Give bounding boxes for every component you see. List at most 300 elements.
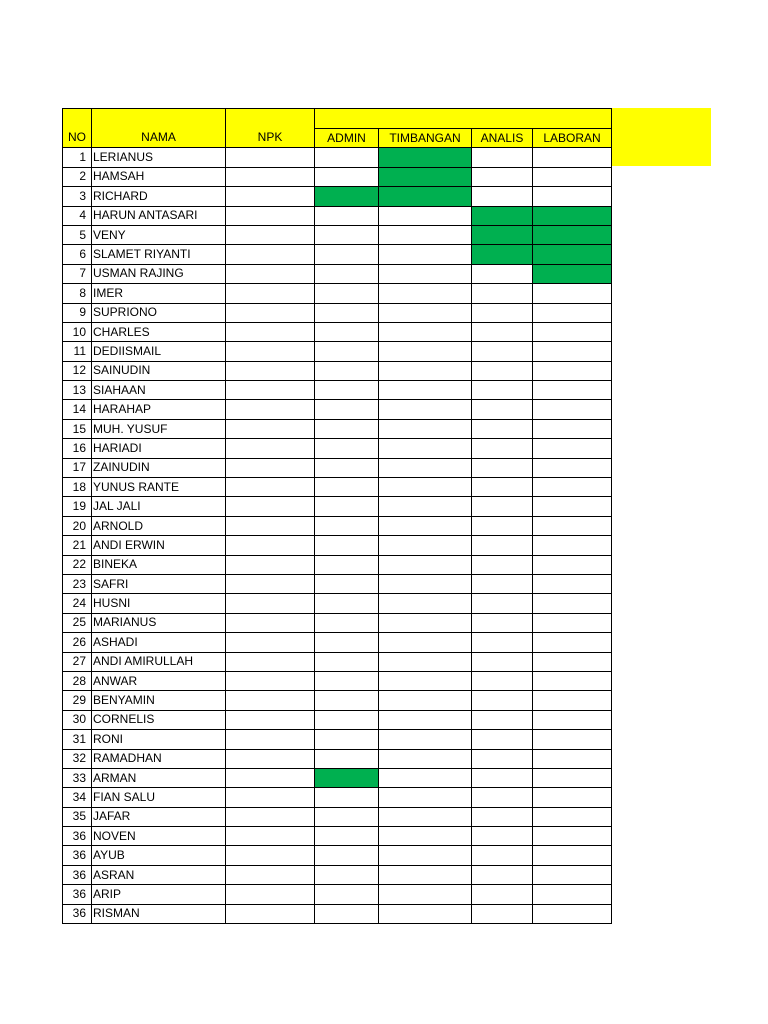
cell-no[interactable]: 20 — [63, 516, 92, 535]
cell-laboran[interactable] — [533, 303, 612, 322]
cell-laboran[interactable] — [533, 691, 612, 710]
cell-nama[interactable]: HARIADI — [92, 439, 226, 458]
cell-npk[interactable] — [226, 749, 315, 768]
cell-no[interactable]: 33 — [63, 768, 92, 787]
cell-no[interactable]: 29 — [63, 691, 92, 710]
cell-nama[interactable]: CORNELIS — [92, 710, 226, 729]
cell-timbangan[interactable] — [379, 400, 472, 419]
cell-nama[interactable]: SAINUDIN — [92, 361, 226, 380]
cell-analis[interactable] — [472, 555, 533, 574]
cell-admin[interactable] — [315, 807, 379, 826]
cell-laboran[interactable] — [533, 361, 612, 380]
cell-npk[interactable] — [226, 671, 315, 690]
cell-npk[interactable] — [226, 865, 315, 884]
cell-laboran[interactable] — [533, 458, 612, 477]
cell-admin[interactable] — [315, 691, 379, 710]
cell-no[interactable]: 36 — [63, 865, 92, 884]
cell-no[interactable]: 11 — [63, 342, 92, 361]
cell-timbangan[interactable] — [379, 555, 472, 574]
cell-npk[interactable] — [226, 574, 315, 593]
cell-analis[interactable] — [472, 788, 533, 807]
cell-npk[interactable] — [226, 148, 315, 167]
cell-nama[interactable]: ASRAN — [92, 865, 226, 884]
cell-admin[interactable] — [315, 904, 379, 923]
cell-laboran[interactable] — [533, 768, 612, 787]
cell-laboran[interactable] — [533, 167, 612, 186]
cell-npk[interactable] — [226, 768, 315, 787]
cell-laboran[interactable] — [533, 342, 612, 361]
cell-analis[interactable] — [472, 400, 533, 419]
cell-laboran[interactable] — [533, 885, 612, 904]
cell-timbangan[interactable] — [379, 187, 472, 206]
cell-nama[interactable]: JAL JALI — [92, 497, 226, 516]
cell-analis[interactable] — [472, 322, 533, 341]
cell-laboran[interactable] — [533, 225, 612, 244]
cell-nama[interactable]: RONI — [92, 730, 226, 749]
cell-admin[interactable] — [315, 788, 379, 807]
cell-analis[interactable] — [472, 904, 533, 923]
cell-nama[interactable]: MARIANUS — [92, 613, 226, 632]
cell-npk[interactable] — [226, 439, 315, 458]
cell-analis[interactable] — [472, 749, 533, 768]
header-role-group[interactable] — [315, 109, 612, 129]
cell-npk[interactable] — [226, 478, 315, 497]
cell-analis[interactable] — [472, 206, 533, 225]
cell-laboran[interactable] — [533, 245, 612, 264]
cell-no[interactable]: 9 — [63, 303, 92, 322]
cell-analis[interactable] — [472, 536, 533, 555]
cell-nama[interactable]: MUH. YUSUF — [92, 419, 226, 438]
cell-nama[interactable]: DEDIISMAIL — [92, 342, 226, 361]
cell-timbangan[interactable] — [379, 633, 472, 652]
cell-laboran[interactable] — [533, 497, 612, 516]
cell-npk[interactable] — [226, 342, 315, 361]
cell-laboran[interactable] — [533, 516, 612, 535]
cell-timbangan[interactable] — [379, 516, 472, 535]
cell-no[interactable]: 36 — [63, 846, 92, 865]
cell-analis[interactable] — [472, 245, 533, 264]
cell-npk[interactable] — [226, 516, 315, 535]
cell-nama[interactable]: SIAHAAN — [92, 381, 226, 400]
cell-timbangan[interactable] — [379, 478, 472, 497]
cell-npk[interactable] — [226, 730, 315, 749]
cell-analis[interactable] — [472, 497, 533, 516]
cell-timbangan[interactable] — [379, 284, 472, 303]
cell-laboran[interactable] — [533, 749, 612, 768]
cell-nama[interactable]: RISMAN — [92, 904, 226, 923]
cell-nama[interactable]: VENY — [92, 225, 226, 244]
cell-timbangan[interactable] — [379, 846, 472, 865]
cell-admin[interactable] — [315, 206, 379, 225]
table-row — [63, 633, 612, 652]
header-no[interactable]: NO — [63, 109, 92, 148]
table-row — [63, 555, 612, 574]
cell-timbangan[interactable] — [379, 245, 472, 264]
cell-analis[interactable] — [472, 381, 533, 400]
cell-npk[interactable] — [226, 497, 315, 516]
cell-nama[interactable]: HUSNI — [92, 594, 226, 613]
cell-admin[interactable] — [315, 381, 379, 400]
cell-timbangan[interactable] — [379, 768, 472, 787]
cell-no[interactable]: 18 — [63, 478, 92, 497]
cell-nama[interactable]: ARIP — [92, 885, 226, 904]
cell-nama[interactable]: RICHARD — [92, 187, 226, 206]
cell-timbangan[interactable] — [379, 671, 472, 690]
header-row-top — [63, 109, 612, 129]
cell-npk[interactable] — [226, 225, 315, 244]
cell-timbangan[interactable] — [379, 730, 472, 749]
cell-laboran[interactable] — [533, 264, 612, 283]
cell-analis[interactable] — [472, 710, 533, 729]
cell-laboran[interactable] — [533, 710, 612, 729]
cell-admin[interactable] — [315, 613, 379, 632]
cell-analis[interactable] — [472, 807, 533, 826]
cell-nama[interactable]: SUPRIONO — [92, 303, 226, 322]
cell-analis[interactable] — [472, 671, 533, 690]
cell-timbangan[interactable] — [379, 710, 472, 729]
cell-analis[interactable] — [472, 303, 533, 322]
cell-timbangan[interactable] — [379, 264, 472, 283]
cell-nama[interactable]: BENYAMIN — [92, 691, 226, 710]
cell-npk[interactable] — [226, 710, 315, 729]
cell-admin[interactable] — [315, 730, 379, 749]
cell-no[interactable]: 22 — [63, 555, 92, 574]
cell-no[interactable]: 1 — [63, 148, 92, 167]
cell-analis[interactable] — [472, 361, 533, 380]
cell-timbangan[interactable] — [379, 303, 472, 322]
cell-npk[interactable] — [226, 245, 315, 264]
cell-analis[interactable] — [472, 691, 533, 710]
cell-admin[interactable] — [315, 671, 379, 690]
cell-analis[interactable] — [472, 516, 533, 535]
cell-no[interactable]: 34 — [63, 788, 92, 807]
cell-timbangan[interactable] — [379, 536, 472, 555]
cell-timbangan[interactable] — [379, 458, 472, 477]
cell-timbangan[interactable] — [379, 594, 472, 613]
cell-admin[interactable] — [315, 846, 379, 865]
cell-npk[interactable] — [226, 827, 315, 846]
cell-analis[interactable] — [472, 885, 533, 904]
cell-analis[interactable] — [472, 458, 533, 477]
cell-admin[interactable] — [315, 167, 379, 186]
cell-timbangan[interactable] — [379, 342, 472, 361]
cell-timbangan[interactable] — [379, 361, 472, 380]
cell-no[interactable]: 10 — [63, 322, 92, 341]
cell-no[interactable]: 2 — [63, 167, 92, 186]
cell-admin[interactable] — [315, 652, 379, 671]
cell-timbangan[interactable] — [379, 206, 472, 225]
cell-laboran[interactable] — [533, 400, 612, 419]
cell-no[interactable]: 35 — [63, 807, 92, 826]
cell-no[interactable]: 8 — [63, 284, 92, 303]
cell-admin[interactable] — [315, 439, 379, 458]
cell-npk[interactable] — [226, 652, 315, 671]
cell-laboran[interactable] — [533, 633, 612, 652]
cell-nama[interactable]: USMAN RAJING — [92, 264, 226, 283]
cell-laboran[interactable] — [533, 439, 612, 458]
cell-laboran[interactable] — [533, 846, 612, 865]
cell-timbangan[interactable] — [379, 807, 472, 826]
cell-npk[interactable] — [226, 187, 315, 206]
cell-no[interactable]: 21 — [63, 536, 92, 555]
cell-no[interactable]: 6 — [63, 245, 92, 264]
cell-npk[interactable] — [226, 361, 315, 380]
cell-no[interactable]: 16 — [63, 439, 92, 458]
table-row — [63, 419, 612, 438]
cell-admin[interactable] — [315, 419, 379, 438]
cell-nama[interactable]: SLAMET RIYANTI — [92, 245, 226, 264]
cell-no[interactable]: 23 — [63, 574, 92, 593]
cell-no[interactable]: 27 — [63, 652, 92, 671]
cell-analis[interactable] — [472, 768, 533, 787]
cell-admin[interactable] — [315, 865, 379, 884]
cell-no[interactable]: 15 — [63, 419, 92, 438]
cell-nama[interactable]: RAMADHAN — [92, 749, 226, 768]
cell-analis[interactable] — [472, 167, 533, 186]
table-row — [63, 671, 612, 690]
cell-no[interactable]: 30 — [63, 710, 92, 729]
cell-nama[interactable]: JAFAR — [92, 807, 226, 826]
cell-analis[interactable] — [472, 187, 533, 206]
cell-analis[interactable] — [472, 594, 533, 613]
cell-no[interactable]: 5 — [63, 225, 92, 244]
table-row — [63, 691, 612, 710]
cell-laboran[interactable] — [533, 419, 612, 438]
cell-analis[interactable] — [472, 439, 533, 458]
cell-admin[interactable] — [315, 303, 379, 322]
cell-analis[interactable] — [472, 613, 533, 632]
cell-laboran[interactable] — [533, 322, 612, 341]
cell-npk[interactable] — [226, 458, 315, 477]
cell-no[interactable]: 36 — [63, 904, 92, 923]
cell-no[interactable]: 28 — [63, 671, 92, 690]
cell-timbangan[interactable] — [379, 419, 472, 438]
cell-admin[interactable] — [315, 225, 379, 244]
header-timbangan[interactable]: TIMBANGAN — [379, 128, 472, 148]
cell-admin[interactable] — [315, 284, 379, 303]
cell-analis[interactable] — [472, 342, 533, 361]
cell-analis[interactable] — [472, 225, 533, 244]
cell-admin[interactable] — [315, 458, 379, 477]
cell-nama[interactable]: NOVEN — [92, 827, 226, 846]
cell-timbangan[interactable] — [379, 322, 472, 341]
cell-no[interactable]: 24 — [63, 594, 92, 613]
cell-analis[interactable] — [472, 264, 533, 283]
cell-npk[interactable] — [226, 555, 315, 574]
cell-admin[interactable] — [315, 749, 379, 768]
cell-timbangan[interactable] — [379, 613, 472, 632]
cell-laboran[interactable] — [533, 594, 612, 613]
cell-laboran[interactable] — [533, 284, 612, 303]
cell-analis[interactable] — [472, 419, 533, 438]
cell-timbangan[interactable] — [379, 865, 472, 884]
cell-laboran[interactable] — [533, 555, 612, 574]
cell-npk[interactable] — [226, 613, 315, 632]
cell-admin[interactable] — [315, 827, 379, 846]
cell-nama[interactable]: ANDI ERWIN — [92, 536, 226, 555]
cell-laboran[interactable] — [533, 730, 612, 749]
cell-analis[interactable] — [472, 148, 533, 167]
cell-timbangan[interactable] — [379, 652, 472, 671]
cell-timbangan[interactable] — [379, 381, 472, 400]
cell-timbangan[interactable] — [379, 497, 472, 516]
cell-admin[interactable] — [315, 536, 379, 555]
cell-npk[interactable] — [226, 322, 315, 341]
table-row — [63, 264, 612, 283]
cell-npk[interactable] — [226, 206, 315, 225]
cell-timbangan[interactable] — [379, 167, 472, 186]
cell-no[interactable]: 32 — [63, 749, 92, 768]
cell-timbangan[interactable] — [379, 827, 472, 846]
table-row — [63, 807, 612, 826]
cell-laboran[interactable] — [533, 904, 612, 923]
cell-timbangan[interactable] — [379, 904, 472, 923]
table-row — [63, 439, 612, 458]
cell-npk[interactable] — [226, 536, 315, 555]
cell-nama[interactable]: ARMAN — [92, 768, 226, 787]
cell-nama[interactable]: HARAHAP — [92, 400, 226, 419]
cell-laboran[interactable] — [533, 827, 612, 846]
cell-admin[interactable] — [315, 342, 379, 361]
cell-nama[interactable]: YUNUS RANTE — [92, 478, 226, 497]
cell-no[interactable]: 31 — [63, 730, 92, 749]
cell-no[interactable]: 17 — [63, 458, 92, 477]
cell-npk[interactable] — [226, 303, 315, 322]
cell-npk[interactable] — [226, 904, 315, 923]
cell-admin[interactable] — [315, 633, 379, 652]
cell-timbangan[interactable] — [379, 225, 472, 244]
cell-npk[interactable] — [226, 633, 315, 652]
cell-no[interactable]: 26 — [63, 633, 92, 652]
cell-npk[interactable] — [226, 264, 315, 283]
cell-laboran[interactable] — [533, 381, 612, 400]
cell-nama[interactable]: ASHADI — [92, 633, 226, 652]
cell-admin[interactable] — [315, 400, 379, 419]
cell-laboran[interactable] — [533, 187, 612, 206]
cell-admin[interactable] — [315, 245, 379, 264]
cell-analis[interactable] — [472, 633, 533, 652]
header-admin[interactable]: ADMIN — [315, 128, 379, 148]
cell-no[interactable]: 7 — [63, 264, 92, 283]
cell-timbangan[interactable] — [379, 574, 472, 593]
cell-npk[interactable] — [226, 807, 315, 826]
cell-laboran[interactable] — [533, 148, 612, 167]
cell-npk[interactable] — [226, 419, 315, 438]
cell-laboran[interactable] — [533, 671, 612, 690]
cell-npk[interactable] — [226, 691, 315, 710]
table-row — [63, 904, 612, 923]
cell-timbangan[interactable] — [379, 439, 472, 458]
cell-timbangan[interactable] — [379, 749, 472, 768]
cell-admin[interactable] — [315, 574, 379, 593]
cell-no[interactable]: 3 — [63, 187, 92, 206]
cell-analis[interactable] — [472, 574, 533, 593]
header-nama[interactable]: NAMA — [92, 109, 226, 148]
cell-nama[interactable]: IMER — [92, 284, 226, 303]
cell-npk[interactable] — [226, 381, 315, 400]
cell-admin[interactable] — [315, 594, 379, 613]
cell-laboran[interactable] — [533, 788, 612, 807]
cell-admin[interactable] — [315, 710, 379, 729]
cell-laboran[interactable] — [533, 478, 612, 497]
cell-analis[interactable] — [472, 846, 533, 865]
cell-timbangan[interactable] — [379, 788, 472, 807]
cell-nama[interactable]: BINEKA — [92, 555, 226, 574]
cell-no[interactable]: 4 — [63, 206, 92, 225]
cell-nama[interactable]: ZAINUDIN — [92, 458, 226, 477]
cell-analis[interactable] — [472, 865, 533, 884]
cell-admin[interactable] — [315, 148, 379, 167]
cell-admin[interactable] — [315, 361, 379, 380]
cell-laboran[interactable] — [533, 536, 612, 555]
cell-analis[interactable] — [472, 827, 533, 846]
cell-npk[interactable] — [226, 788, 315, 807]
cell-laboran[interactable] — [533, 652, 612, 671]
cell-laboran[interactable] — [533, 613, 612, 632]
header-analis[interactable]: ANALIS — [472, 128, 533, 148]
cell-nama[interactable]: FIAN SALU — [92, 788, 226, 807]
cell-analis[interactable] — [472, 652, 533, 671]
cell-timbangan[interactable] — [379, 885, 472, 904]
cell-nama[interactable]: ANWAR — [92, 671, 226, 690]
cell-timbangan[interactable] — [379, 691, 472, 710]
cell-admin[interactable] — [315, 497, 379, 516]
cell-nama[interactable]: SAFRI — [92, 574, 226, 593]
cell-laboran[interactable] — [533, 574, 612, 593]
cell-admin[interactable] — [315, 187, 379, 206]
cell-admin[interactable] — [315, 885, 379, 904]
cell-laboran[interactable] — [533, 807, 612, 826]
cell-nama[interactable]: HARUN ANTASARI — [92, 206, 226, 225]
cell-admin[interactable] — [315, 516, 379, 535]
cell-analis[interactable] — [472, 730, 533, 749]
cell-laboran[interactable] — [533, 865, 612, 884]
cell-npk[interactable] — [226, 400, 315, 419]
staff-role-table — [62, 108, 612, 924]
cell-admin[interactable] — [315, 555, 379, 574]
cell-nama[interactable]: CHARLES — [92, 322, 226, 341]
header-laboran[interactable]: LABORAN — [533, 128, 612, 148]
cell-nama[interactable]: LERIANUS — [92, 148, 226, 167]
cell-no[interactable]: 13 — [63, 381, 92, 400]
cell-admin[interactable] — [315, 264, 379, 283]
cell-admin[interactable] — [315, 322, 379, 341]
header-npk[interactable]: NPK — [226, 109, 315, 148]
cell-nama[interactable]: HAMSAH — [92, 167, 226, 186]
cell-npk[interactable] — [226, 885, 315, 904]
cell-no[interactable]: 36 — [63, 827, 92, 846]
cell-nama[interactable]: ARNOLD — [92, 516, 226, 535]
cell-npk[interactable] — [226, 846, 315, 865]
cell-npk[interactable] — [226, 284, 315, 303]
cell-admin[interactable] — [315, 768, 379, 787]
cell-no[interactable]: 19 — [63, 497, 92, 516]
cell-admin[interactable] — [315, 478, 379, 497]
cell-analis[interactable] — [472, 284, 533, 303]
cell-no[interactable]: 12 — [63, 361, 92, 380]
cell-analis[interactable] — [472, 478, 533, 497]
cell-no[interactable]: 36 — [63, 885, 92, 904]
cell-nama[interactable]: ANDI AMIRULLAH — [92, 652, 226, 671]
cell-no[interactable]: 25 — [63, 613, 92, 632]
table-row — [63, 730, 612, 749]
cell-no[interactable]: 14 — [63, 400, 92, 419]
cell-nama[interactable]: AYUB — [92, 846, 226, 865]
cell-npk[interactable] — [226, 594, 315, 613]
cell-timbangan[interactable] — [379, 148, 472, 167]
cell-laboran[interactable] — [533, 206, 612, 225]
cell-npk[interactable] — [226, 167, 315, 186]
